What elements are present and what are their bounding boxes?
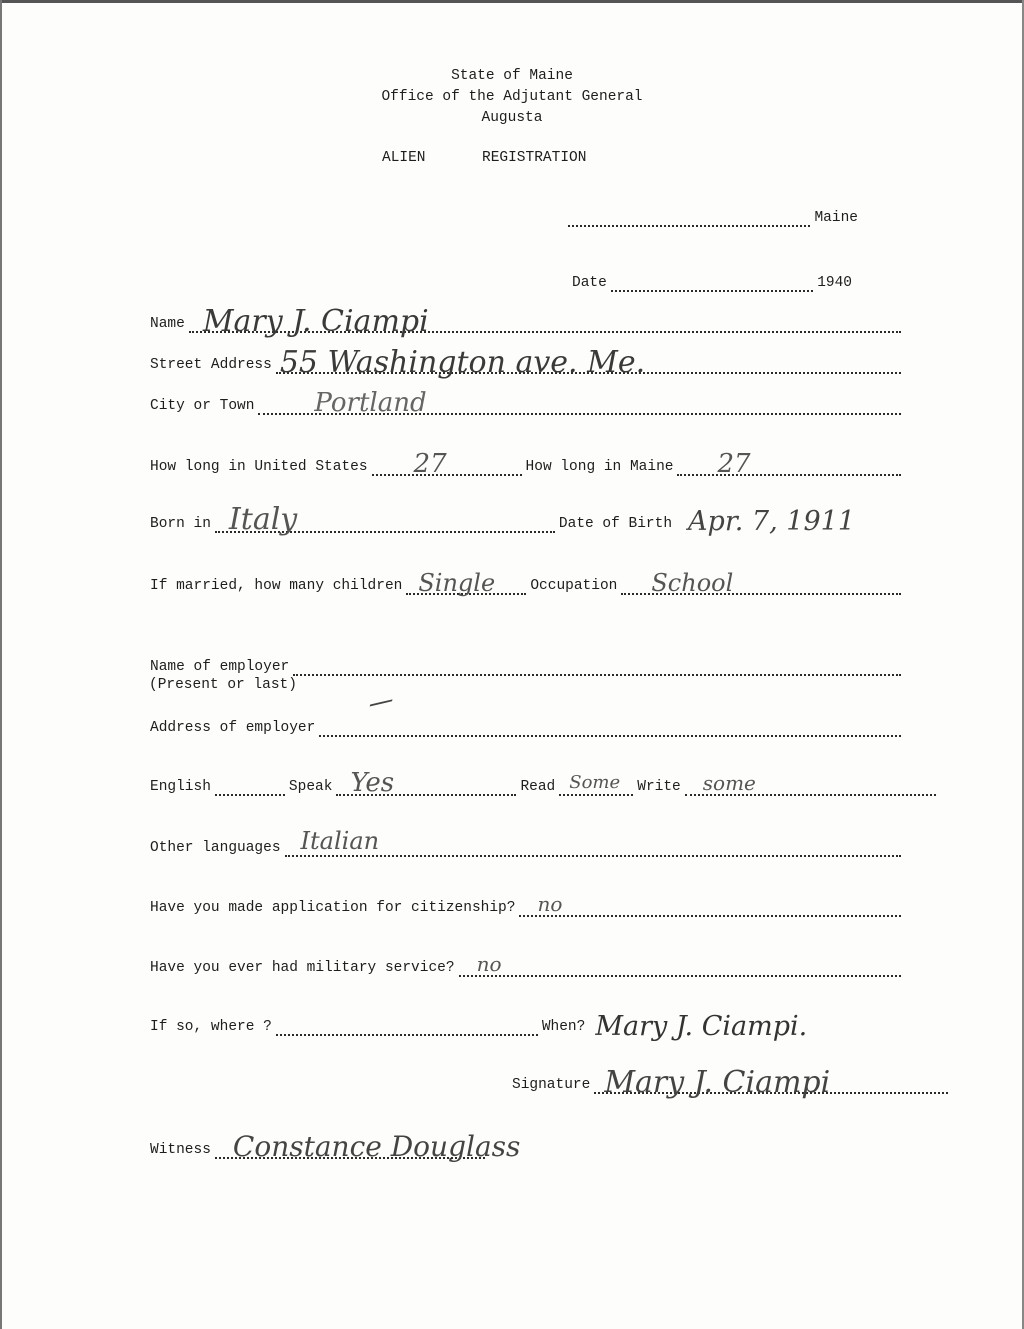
place-suffix: Maine <box>814 210 858 226</box>
occupation-value: School <box>651 569 734 597</box>
street-address-row <box>150 345 905 380</box>
name-row <box>150 304 905 339</box>
employer-name-label: Name of employer <box>150 659 290 675</box>
city-row <box>150 388 905 418</box>
write-value: some <box>702 771 756 795</box>
signature-row <box>512 1065 952 1100</box>
date-line <box>572 268 852 292</box>
speak-label: Speak <box>288 779 333 795</box>
how-long-us-value: 27 <box>413 449 447 479</box>
other-languages-field[interactable] <box>285 827 901 857</box>
form-title-alien: ALIEN <box>382 150 426 166</box>
employer-address-field[interactable] <box>319 713 901 737</box>
employer-name-row <box>150 652 905 676</box>
english-label: English <box>150 779 211 795</box>
write-field[interactable] <box>685 772 936 796</box>
how-long-us-field[interactable] <box>372 449 522 479</box>
military-value: no <box>476 952 502 976</box>
read-value: Some <box>569 772 621 793</box>
children-label: If married, how many children <box>150 578 403 594</box>
how-long-maine-value: 27 <box>717 449 751 479</box>
citizenship-label: Have you made application for citizenship? <box>150 900 516 916</box>
date-suffix: 1940 <box>817 275 852 291</box>
military-label: Have you ever had military service? <box>150 960 455 976</box>
form-title-registration: REGISTRATION <box>482 150 587 166</box>
where-when-row <box>150 1011 960 1042</box>
occupation-field[interactable] <box>621 571 901 595</box>
citizenship-value: no <box>537 892 563 916</box>
children-row <box>150 571 905 595</box>
how-long-row <box>150 449 905 479</box>
birth-row <box>150 502 930 537</box>
date-field[interactable] <box>611 268 813 292</box>
header-state: State of Maine <box>451 68 573 84</box>
city-value: Portland <box>314 388 427 418</box>
signature-label: Signature <box>512 1077 591 1093</box>
signature-value: Mary J. Ciampi <box>604 1065 831 1100</box>
employer-name-field[interactable] <box>293 652 901 676</box>
street-address-value: 55 Washington ave. Me. <box>279 345 646 380</box>
citizenship-field[interactable] <box>519 893 901 917</box>
other-languages-row <box>150 827 905 857</box>
read-label: Read <box>520 779 556 795</box>
other-languages-label: Other languages <box>150 840 281 856</box>
header-office: Office of the Adjutant General <box>381 89 643 105</box>
street-address-label: Street Address <box>150 357 272 373</box>
scan-edge-left <box>0 0 2 1329</box>
occupation-label: Occupation <box>530 578 618 594</box>
name-label: Name <box>150 316 185 332</box>
citizenship-row <box>150 893 905 917</box>
date-of-birth-value: Apr. 7, 1911 <box>688 506 855 537</box>
name-field[interactable] <box>189 304 901 339</box>
how-long-maine-field[interactable] <box>677 449 901 479</box>
employer-address-row <box>150 713 905 737</box>
speak-field[interactable] <box>336 768 516 798</box>
employer-name-sublabel: (Present or last) <box>149 677 297 693</box>
city-label: City or Town <box>150 398 255 414</box>
date-of-birth-label: Date of Birth <box>558 516 673 532</box>
witness-label: Witness <box>150 1142 211 1158</box>
when-value: Mary J. Ciampi. <box>595 1011 808 1042</box>
name-value: Mary J. Ciampi <box>202 304 429 339</box>
military-row <box>150 953 905 977</box>
english-leader <box>215 772 285 796</box>
speak-value: Yes <box>350 768 395 798</box>
employer-address-label: Address of employer <box>150 720 316 736</box>
military-field[interactable] <box>459 953 901 977</box>
where-label: If so, where ? <box>150 1019 272 1035</box>
when-field[interactable] <box>589 1011 956 1042</box>
witness-value: Constance Douglass <box>232 1130 521 1163</box>
born-in-field[interactable] <box>215 502 555 537</box>
english-row <box>150 768 940 798</box>
date-of-birth-field[interactable] <box>676 506 926 537</box>
header-city: Augusta <box>481 110 543 126</box>
witness-row <box>150 1130 760 1163</box>
born-in-value: Italy <box>228 502 298 537</box>
how-long-maine-label: How long in Maine <box>525 459 674 475</box>
witness-field[interactable] <box>215 1130 521 1163</box>
children-value: Single <box>418 569 496 597</box>
place-line <box>568 203 858 227</box>
read-field[interactable] <box>559 772 633 796</box>
where-field[interactable] <box>276 1012 538 1036</box>
write-label: Write <box>637 779 681 795</box>
place-field[interactable] <box>568 203 810 227</box>
city-field[interactable] <box>258 388 901 418</box>
children-field[interactable] <box>406 571 526 595</box>
street-address-field[interactable] <box>276 345 901 380</box>
check-mark-icon <box>370 694 395 707</box>
signature-field[interactable] <box>594 1065 948 1100</box>
other-languages-value: Italian <box>300 827 380 855</box>
scan-edge-top <box>0 0 1024 3</box>
when-label: When? <box>541 1019 586 1035</box>
date-label: Date <box>572 275 607 291</box>
born-in-label: Born in <box>150 516 211 532</box>
how-long-us-label: How long in United States <box>150 459 368 475</box>
